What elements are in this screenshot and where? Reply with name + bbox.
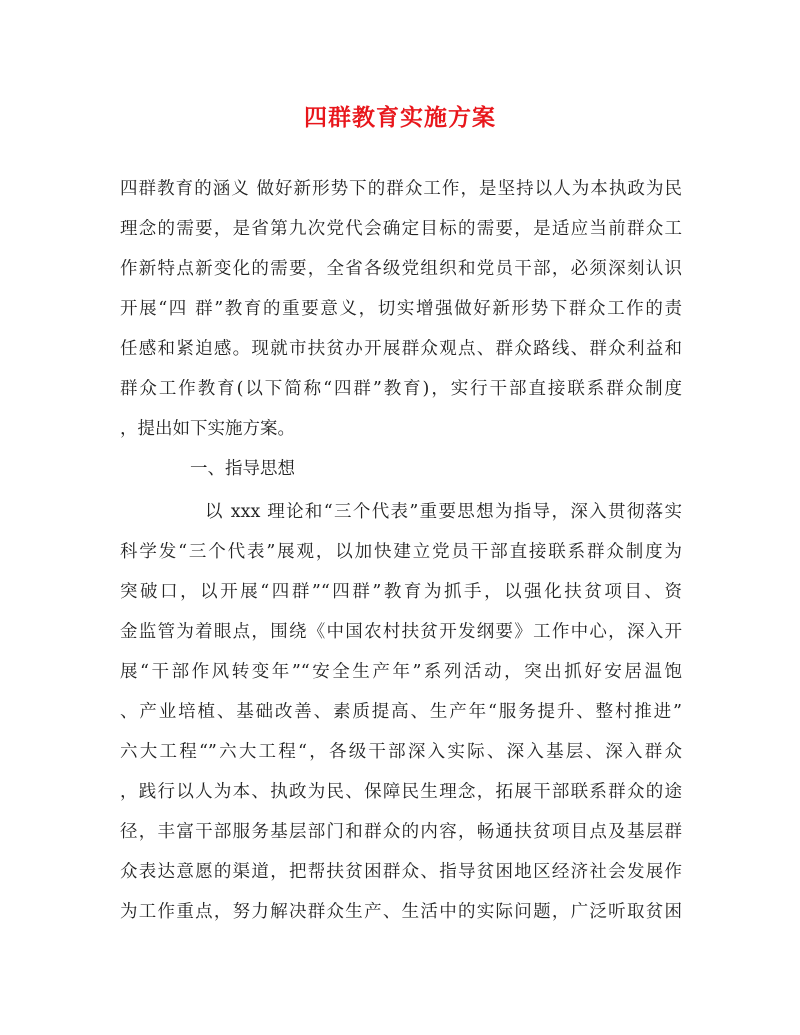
paragraph-line: 、产业培植、基础改善、素质提高、生产年“服务提升、整村推进” [120,702,682,722]
paragraph-line: 展“干部作风转变年”“安全生产年”系列活动，突出抓好安居温饱 [120,662,682,682]
paragraph-line: 六大工程“”六大工程“，各级干部深入实际、深入基层、深入群众 [120,742,682,762]
paragraph-line: 为工作重点，努力解决群众生产、生活中的实际问题，广泛听取贫困 [120,902,682,922]
paragraph-line: 金监管为着眼点，围绕《中国农村扶贫开发纲要》工作中心，深入开 [120,622,682,642]
paragraph-line: 众表达意愿的渠道，把帮扶贫困群众、指导贫困地区经济社会发展作 [120,862,682,882]
paragraph-line: 作新特点新变化的需要，全省各级党组织和党员干部，必须深刻认识 [120,259,682,279]
paragraph-line: 任感和紧迫感。现就市扶贫办开展群众观点、群众路线、群众利益和 [120,339,682,359]
paragraph-line: 科学发“三个代表”展观，以加快建立党员干部直接联系群众制度为 [120,542,682,562]
paragraph-line: 开展“四 群”教育的重要意义，切实增强做好新形势下群众工作的责 [120,299,682,319]
paragraph-line: ，提出如下实施方案。 [120,419,295,439]
paragraph-line: 群众工作教育(以下简称“四群”教育)，实行干部直接联系群众制度 [120,379,682,399]
paragraph-line: 突破口，以开展“四群”“四群”教育为抓手，以强化扶贫项目、资 [120,582,682,602]
paragraph-line: 径，丰富干部服务基层部门和群众的内容，畅通扶贫项目点及基层群 [120,822,682,842]
document-title: 四群教育实施方案 [304,104,496,131]
paragraph-line: 四群教育的涵义 做好新形势下的群众工作，是坚持以人为本执政为民 [120,179,682,199]
paragraph-line: ，践行以人为本、执政为民、保障民生理念，拓展干部联系群众的途 [120,782,682,802]
paragraph-line: 理念的需要，是省第九次党代会确定目标的需要，是适应当前群众工 [120,219,682,239]
section-heading: 一、指导思想 [190,459,295,479]
paragraph-line: 以 xxx 理论和“三个代表”重要思想为指导，深入贯彻落实 [205,502,682,522]
